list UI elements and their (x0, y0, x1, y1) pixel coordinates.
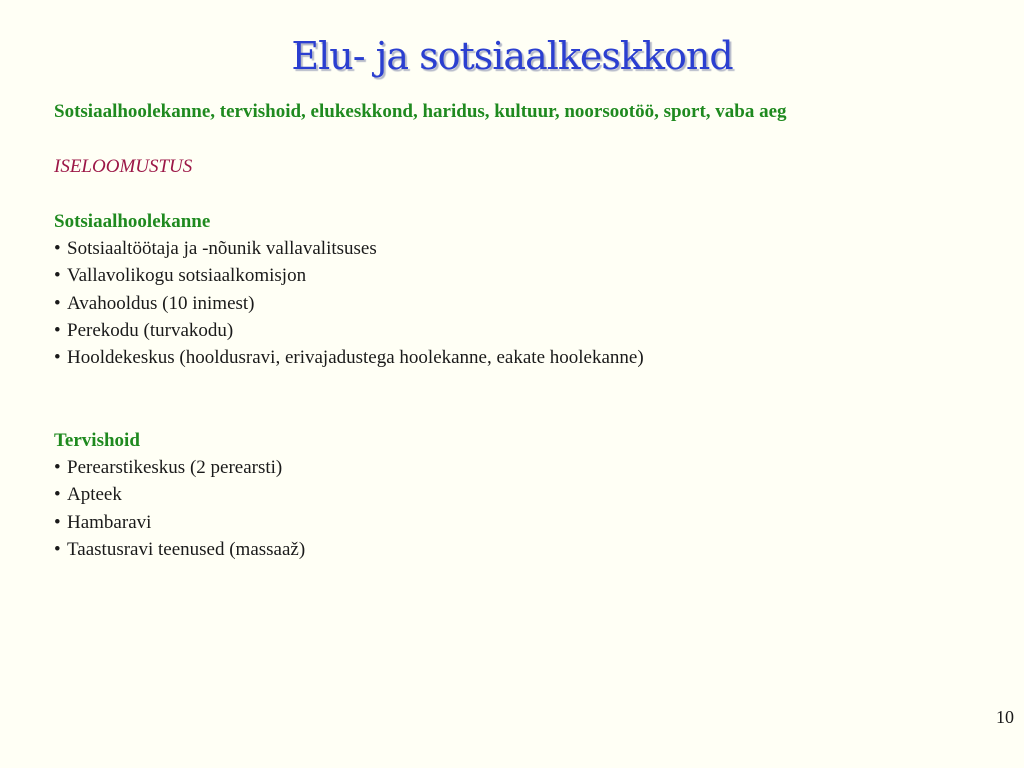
list-item-text: Perearstikeskus (2 perearsti) (67, 457, 283, 478)
list-item-text: Hooldekeskus (hooldusravi, erivajadustega hoolekanne, eakate hoolekanne) (67, 347, 644, 369)
list-item-text: Vallavolikogu sotsiaalkomisjon (67, 265, 307, 287)
bullet-icon: • (54, 511, 61, 533)
list-item-text: Taastusravi teenused (massaaž) (67, 538, 306, 560)
bullet-icon: • (54, 292, 61, 314)
bullet-icon: • (54, 319, 61, 341)
characteristic-label: ISELOOMUSTUS (54, 156, 193, 177)
list-item (54, 344, 644, 371)
list-item (54, 454, 305, 481)
topics-subtitle: Sotsiaalhoolekanne, tervishoid, elukeskkond, haridus, kultuur, noorsootöö, sport, vaba aeg (54, 101, 787, 122)
section-healthcare (54, 427, 305, 563)
list-item (54, 262, 644, 289)
list-item-text: Apteek (67, 484, 122, 506)
bullet-icon: • (54, 265, 61, 287)
slide-title: Elu- ja sotsiaalkeskkond (291, 34, 733, 78)
list-item (54, 317, 644, 344)
section-heading: Tervishoid (54, 430, 140, 451)
section-social-care (54, 208, 644, 371)
list-item-text: Hambaravi (67, 511, 152, 533)
bullet-icon: • (54, 538, 61, 560)
page-number: 10 (996, 707, 1014, 727)
list-item (54, 509, 305, 536)
list-item-text: Sotsiaaltöötaja ja -nõunik vallavalitsuses (67, 238, 377, 259)
list-item-text: Perekodu (turvakodu) (67, 319, 234, 341)
bullet-icon: • (54, 347, 61, 369)
bullet-icon: • (54, 238, 61, 259)
list-item-text: Avahooldus (10 inimest) (67, 292, 255, 314)
bullet-icon: • (54, 484, 61, 506)
bullet-icon: • (54, 457, 61, 478)
list-item (54, 235, 644, 262)
list-item (54, 481, 305, 508)
list-item (54, 536, 305, 563)
list-item (54, 290, 644, 317)
section-heading: Sotsiaalhoolekanne (54, 211, 211, 232)
